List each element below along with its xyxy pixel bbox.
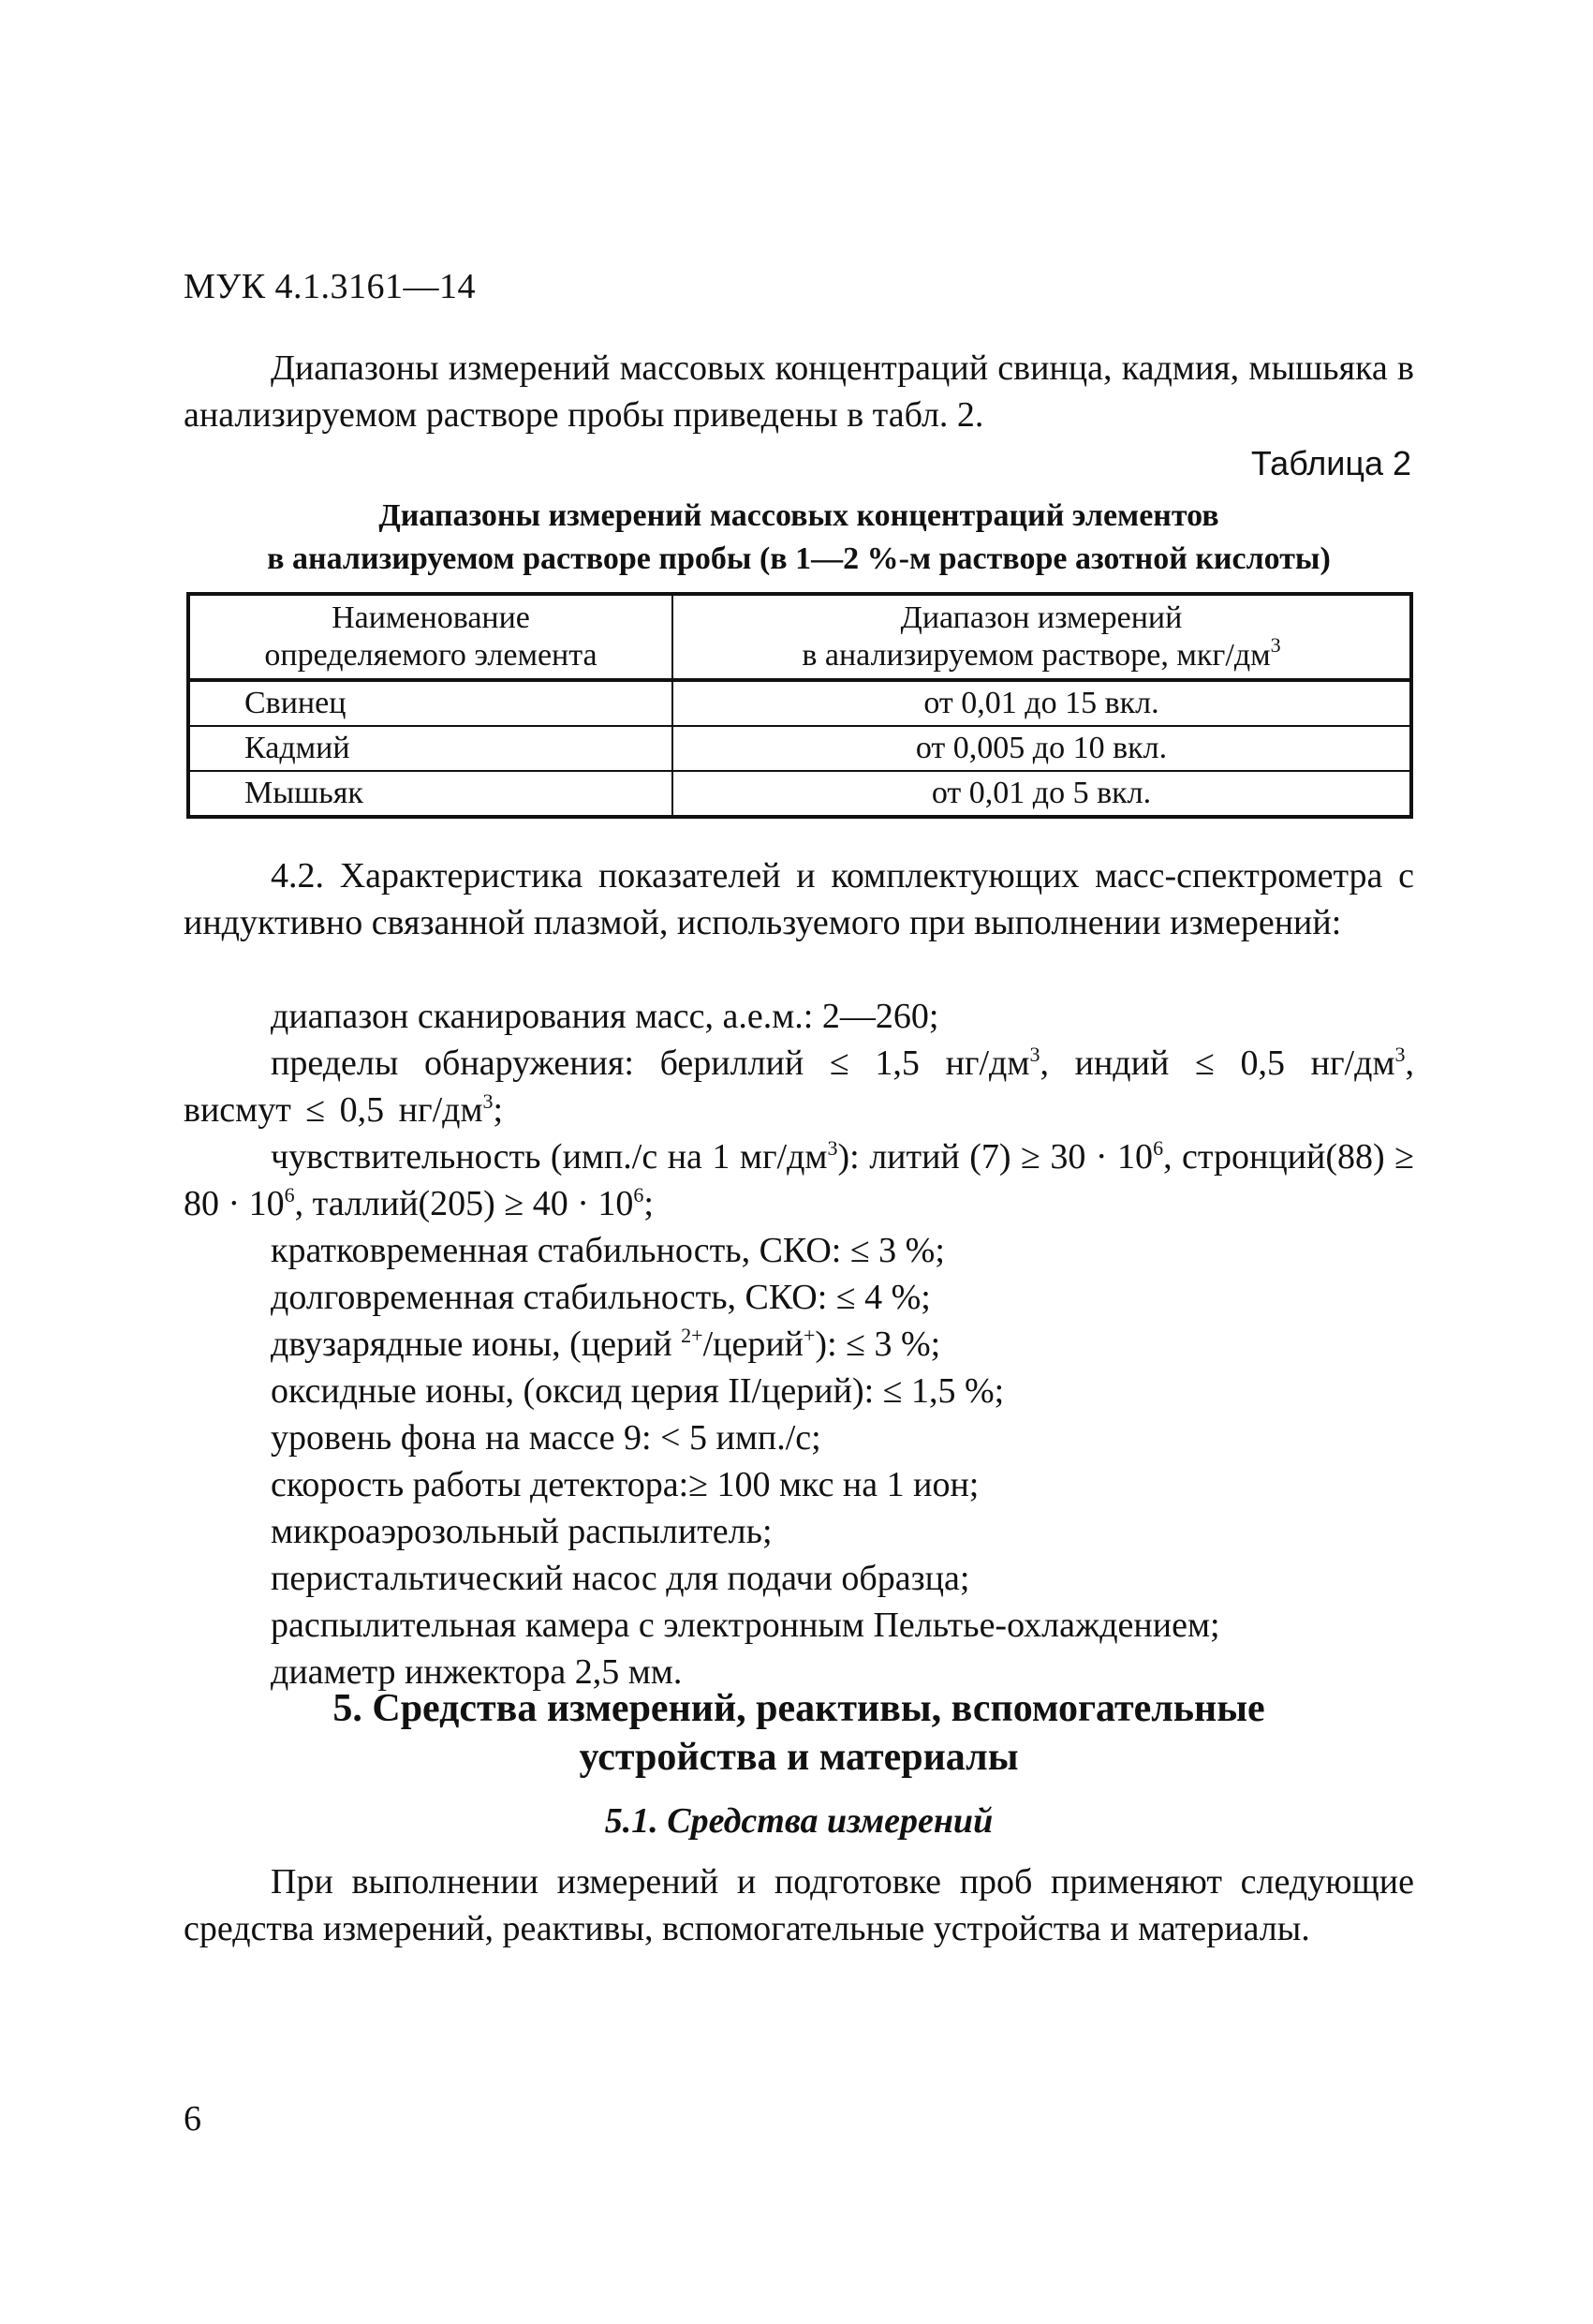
section-5-heading-line1: 5. Средства измерений, реактивы, вспомогательные xyxy=(332,1687,1265,1730)
section-5-heading xyxy=(184,1684,1414,1782)
column-header-element-line2: определяемого элемента xyxy=(264,638,597,673)
range-cell: от 0,01 до 5 вкл. xyxy=(672,771,1411,817)
column-header-range-line1: Диапазон измерений xyxy=(900,600,1183,635)
section-5-paragraph: При выполнении измерений и подготовке проб применяют следующие средства измерений, реактивы, вспомогательные устройства и материалы. xyxy=(184,1862,1414,1948)
table-row xyxy=(188,680,1411,726)
spec-sensitivity-part: , таллий(205) ≥ 40 · 10 xyxy=(294,1184,634,1223)
column-header-range-unit: в анализируемом растворе, мкг/дм xyxy=(802,638,1271,673)
table-header-row xyxy=(188,594,1411,680)
spec-background: уровень фона на массе 9: < 5 имп./с; xyxy=(271,1418,821,1458)
spec-doubly-charged-part: ): ≤ 3 %; xyxy=(815,1325,941,1364)
column-header-element xyxy=(188,594,672,680)
superscript: 2+ xyxy=(681,1324,703,1347)
intro-paragraph: Диапазоны измерений массовых концентраций свинца, кадмия, мышьяка в анализируемом растворе пробы приведены в табл. 2. xyxy=(184,348,1414,435)
column-header-range xyxy=(672,594,1411,680)
superscript: 3 xyxy=(1270,633,1281,657)
spec-nebulizer: микроаэрозольный распылитель; xyxy=(271,1512,773,1551)
table-title xyxy=(184,495,1414,581)
element-name-cell: Мышьяк xyxy=(188,771,672,817)
concentration-range-table xyxy=(186,592,1413,819)
spec-long-stability: долговременная стабильность, СКО: ≤ 4 %; xyxy=(271,1278,931,1317)
document-code: МУК 4.1.3161—14 xyxy=(184,267,477,306)
spec-spray-chamber: распылительная камера с электронным Пельтье-охлаждением; xyxy=(271,1606,1220,1645)
spec-detection-limits-part: пределы обнаружения: бериллий ≤ 1,5 нг/дм xyxy=(271,1044,1030,1083)
superscript: 3 xyxy=(482,1089,494,1113)
section-5-1-heading: 5.1. Средства измерений xyxy=(604,1801,994,1841)
column-header-element-line1: Наименование xyxy=(332,600,530,635)
spec-detection-limits-part: , индий ≤ 0,5 нг/дм xyxy=(1040,1044,1395,1083)
spec-doubly-charged xyxy=(184,1321,1414,1368)
table-number: Таблица 2 xyxy=(1250,444,1411,482)
spec-detection-limits-part: ; xyxy=(493,1090,504,1130)
page-number: 6 xyxy=(184,2099,201,2139)
spec-sensitivity-part: ): литий (7) ≥ 30 · 10 xyxy=(837,1137,1154,1177)
spec-short-stability: кратковременная стабильность, СКО: ≤ 3 %; xyxy=(271,1231,945,1270)
spec-sensitivity xyxy=(184,1133,1414,1227)
spec-doubly-charged-part: двузарядные ионы, (церий xyxy=(271,1325,682,1364)
superscript: 6 xyxy=(284,1183,295,1206)
column-header-range-line2 xyxy=(681,633,1402,674)
spec-injector: диаметр инжектора 2,5 мм. xyxy=(271,1652,683,1692)
superscript: 3 xyxy=(1394,1043,1406,1066)
spec-doubly-charged-part: /церий xyxy=(702,1325,804,1364)
spec-scan-range: диапазон сканирования масс, а.е.м.: 2—260; xyxy=(271,997,939,1036)
section-5-heading-line2: устройства и материалы xyxy=(579,1736,1019,1779)
spec-sensitivity-part: ; xyxy=(643,1184,654,1223)
spec-sensitivity-part: чувствительность (имп./с на 1 мг/дм xyxy=(271,1137,828,1177)
section-4-2-paragraph: 4.2. Характеристика показателей и комплектующих масс-спектрометра с индуктивно связанной плазмой, используемого при выполнении измерений: xyxy=(184,856,1414,942)
element-name-cell: Свинец xyxy=(188,680,672,726)
element-name-cell: Кадмий xyxy=(188,726,672,771)
superscript: 3 xyxy=(1029,1043,1040,1066)
table-title-line1: Диапазоны измерений массовых концентраций элементов xyxy=(378,498,1219,533)
spec-sensitivity-part: , стронций(88) ≥ 80 · 10 xyxy=(184,1137,1414,1223)
spec-detection-limits xyxy=(184,1040,1414,1133)
superscript: 6 xyxy=(1153,1136,1164,1160)
spec-list xyxy=(184,993,1414,1695)
table-title-line2: в анализируемом растворе пробы (в 1—2 %-м растворе азотной кислоты) xyxy=(267,541,1331,576)
superscript: 6 xyxy=(633,1183,644,1206)
spec-pump: перистальтический насос для подачи образца; xyxy=(271,1559,970,1598)
superscript: + xyxy=(804,1324,816,1347)
superscript: 3 xyxy=(827,1136,838,1160)
table-row xyxy=(188,771,1411,817)
range-cell: от 0,01 до 15 вкл. xyxy=(672,680,1411,726)
spec-detector-speed: скорость работы детектора:≥ 100 мкс на 1 ион; xyxy=(271,1465,980,1504)
table-row xyxy=(188,726,1411,771)
spec-oxide-ions: оксидные ионы, (оксид церия II/церий): ≤ 1,5 %; xyxy=(271,1371,1005,1411)
spec-detection-limits-part: , висмут ≤ 0,5 нг/дм xyxy=(184,1044,1414,1130)
range-cell: от 0,005 до 10 вкл. xyxy=(672,726,1411,771)
